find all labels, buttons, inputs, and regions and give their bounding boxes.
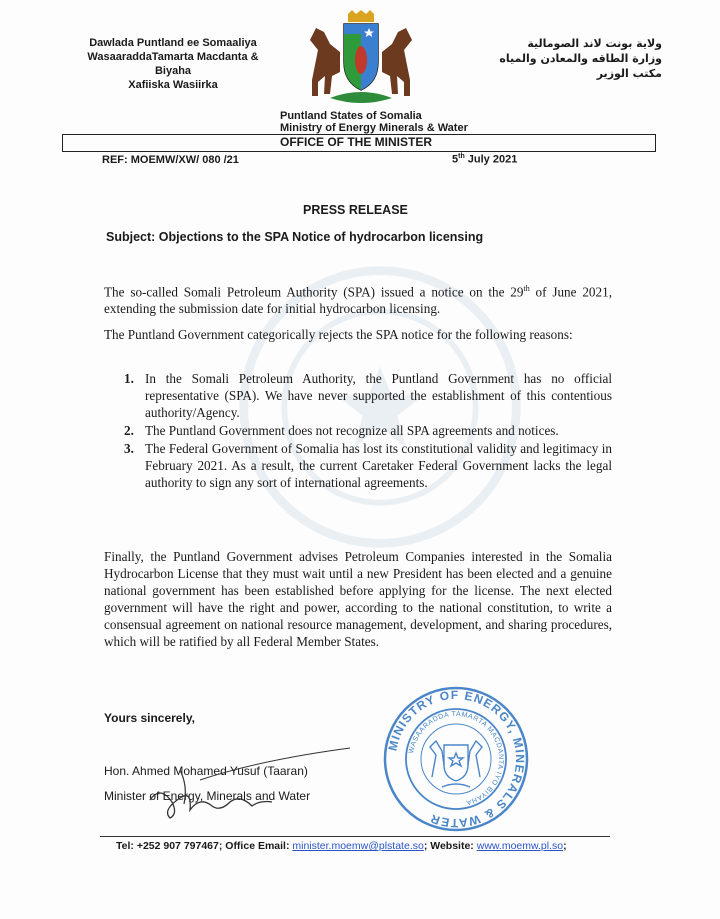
letterhead-arabic-line: ولاية بونت لاند الصومالية [527,37,662,50]
subject-line: Subject: Objections to the SPA Notice of hydrocarbon licensing [106,230,484,244]
letterhead-somali [58,36,288,92]
reasons-list [124,370,612,492]
svg-text:WASAARADDA TAMARTA MACDANTA IY [408,711,504,806]
paragraph-1 [104,280,612,317]
puntland-emblem-icon [300,10,422,110]
paragraph-3: Finally, the Puntland Government advises Petroleum Companies interested in the Somalia Hydrocarbon License that they must wait until a new President has been elected and a genuine national government has been established before applying for the license. The next elected government will have the right and power, according to the national constitution, to write a consensual agreement on national resource management, development, and sharing procedures, which will be ratified by all Federal Member States. [104,549,612,649]
paragraph-1-text: The so-called Somali Petroleum Authority (SPA) issued a notice on the 29 [104,284,524,300]
signer-name: Hon. Ahmed Mohamed Yusuf (Taaran) [104,764,308,778]
footer-web-label: ; Website: [423,840,477,852]
list-item-text: The Puntland Government does not recognize all SPA agreements and notices. [145,423,559,438]
reference-number: REF: MOEMW/XW/ 080 /21 [102,154,239,166]
letterhead-somali-line: Dawlada Puntland ee Somaaliya [89,37,257,49]
footer-email-link[interactable]: minister.moemw@plstate.so [292,840,424,852]
letterhead-arabic-line: وزارة الطاقه والمعادن والمياه [499,52,662,65]
letterhead-arabic-line: مكتب الوزير [596,67,662,80]
signature-icon [140,740,360,830]
list-item-number: 1. [124,371,134,386]
letterhead-somali-line: Biyaha [154,65,192,77]
footer-tel: +252 907 797467 [136,840,219,852]
letterhead-arabic [492,36,662,81]
office-title: OFFICE OF THE MINISTER [280,135,432,149]
ministry-stamp-icon [382,685,530,833]
press-release-title: PRESS RELEASE [303,203,408,217]
ministry-name: Ministry of Energy Minerals & Water [280,122,468,134]
list-item-number: 3. [124,441,134,456]
list-item [124,422,612,439]
footer-email-label: ; Office Email: [218,840,293,852]
list-item [124,440,612,491]
date-rest: July 2021 [464,153,518,166]
letterhead-somali-line: Xafiiska Wasiirka [128,79,218,91]
date-day: 5 [452,153,459,166]
stamp-inner-text: WASAARADDA TAMARTA MACDANTA IYO BIYAHA [408,710,505,806]
footer-tel-label: Tel: [116,840,137,852]
footer-divider [100,836,610,837]
list-item-text: The Federal Government of Somalia has lost its constitutional validity and legitimacy in February 2021. As a result, the current Caretaker Federal Government lacks the legal authority to sign any sort of international agreements. [145,441,612,490]
date-suffix: th [458,153,465,160]
footer-website-link[interactable]: www.moemw.pl.so [476,840,564,852]
footer-contact [116,840,567,852]
paragraph-1-text-cont: of June 2021, extending the submission date for initial hydrocarbon licensing. [104,284,612,317]
footer-end: ; [563,840,567,852]
list-item-number: 2. [124,423,134,438]
letterhead-somali-line: WasaaraddaTamarta Macdanta & [87,51,259,63]
letter-date [452,153,517,166]
paragraph-2: The Puntland Government categorically rejects the SPA notice for the following reasons: [104,327,573,342]
signer-title: Minister of Energy, Minerals and Water [104,789,311,803]
paragraph-1-sup: th [523,284,530,293]
stamp-outer-text: MINISTRY OF ENERGY, MINERALS & WATER [385,687,528,831]
org-name: Puntland States of Somalia [280,110,422,122]
list-item [124,370,612,421]
list-item-text: In the Somali Petroleum Authority, the Puntland Government has no official representative (SPA). We have never supported the establishment of this contentious authority/Agency. [145,371,612,420]
closing: Yours sincerely, [104,711,195,725]
